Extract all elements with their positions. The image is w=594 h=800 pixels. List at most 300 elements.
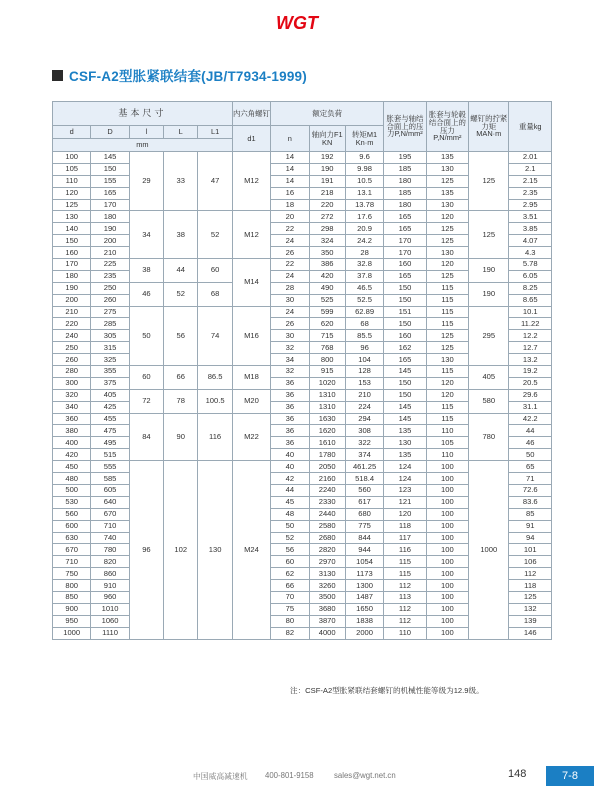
- cell-L: 52: [164, 282, 198, 306]
- cell-weight: 19.2: [509, 366, 552, 378]
- cell-weight: 85: [509, 508, 552, 520]
- cell-tightening-torque: 405: [469, 366, 509, 390]
- cell-d: 530: [53, 496, 91, 508]
- cell-weight: 31.1: [509, 401, 552, 413]
- cell-n: 36: [271, 389, 309, 401]
- cell-axial-force: 3870: [309, 615, 345, 627]
- cell-axial-force: 1630: [309, 413, 345, 425]
- cell-n: 36: [271, 377, 309, 389]
- cell-torque: 224: [345, 401, 383, 413]
- cell-pressure-shaft: 130: [384, 437, 426, 449]
- cell-d1: M22: [232, 413, 270, 461]
- footer: [0, 769, 594, 785]
- cell-n: 75: [271, 603, 309, 615]
- footnote: 注：CSF-A2型胀紧联结套螺钉的机械性能等级为12.9级。: [290, 686, 484, 695]
- cell-pressure-hub: 100: [426, 532, 468, 544]
- cell-torque: 32.8: [345, 259, 383, 271]
- cell-pressure-shaft: 180: [384, 199, 426, 211]
- cell-n: 14: [271, 163, 309, 175]
- cell-d: 360: [53, 413, 91, 425]
- cell-torque: 1487: [345, 591, 383, 603]
- cell-n: 80: [271, 615, 309, 627]
- cell-weight: 29.6: [509, 389, 552, 401]
- cell-torque: 13.78: [345, 199, 383, 211]
- cell-d: 670: [53, 544, 91, 556]
- cell-n: 22: [271, 259, 309, 271]
- cell-l: 50: [129, 306, 163, 365]
- header-L: L: [164, 126, 198, 139]
- cell-torque: 68: [345, 318, 383, 330]
- cell-D: 150: [91, 163, 129, 175]
- cell-d: 170: [53, 259, 91, 271]
- cell-weight: 3.51: [509, 211, 552, 223]
- cell-weight: 91: [509, 520, 552, 532]
- cell-L: 44: [164, 259, 198, 283]
- cell-pressure-hub: 120: [426, 259, 468, 271]
- cell-D: 585: [91, 473, 129, 485]
- cell-L1: 47: [198, 152, 232, 211]
- cell-D: 455: [91, 413, 129, 425]
- cell-D: 670: [91, 508, 129, 520]
- cell-axial-force: 800: [309, 354, 345, 366]
- cell-weight: 3.85: [509, 223, 552, 235]
- cell-L: 102: [164, 461, 198, 639]
- cell-weight: 146: [509, 627, 552, 639]
- cell-n: 70: [271, 591, 309, 603]
- cell-pressure-shaft: 113: [384, 591, 426, 603]
- cell-n: 30: [271, 294, 309, 306]
- cell-torque: 104: [345, 354, 383, 366]
- cell-axial-force: 3680: [309, 603, 345, 615]
- cell-weight: 132: [509, 603, 552, 615]
- cell-L: 66: [164, 366, 198, 390]
- cell-d1: M16: [232, 306, 270, 365]
- cell-tightening-torque: 295: [469, 306, 509, 365]
- cell-axial-force: 2970: [309, 556, 345, 568]
- cell-d: 190: [53, 282, 91, 294]
- cell-D: 260: [91, 294, 129, 306]
- cell-pressure-hub: 105: [426, 437, 468, 449]
- table-row: [53, 211, 552, 223]
- cell-d: 200: [53, 294, 91, 306]
- cell-axial-force: 3260: [309, 580, 345, 592]
- page-title: CSF-A2型胀紧联结套(JB/T7934-1999): [69, 69, 307, 84]
- cell-d: 710: [53, 556, 91, 568]
- cell-axial-force: 3500: [309, 591, 345, 603]
- cell-axial-force: 599: [309, 306, 345, 318]
- cell-D: 425: [91, 401, 129, 413]
- footer-email[interactable]: sales@wgt.net.cn: [334, 771, 396, 780]
- cell-n: 32: [271, 366, 309, 378]
- cell-torque: 617: [345, 496, 383, 508]
- cell-L1: 86.5: [198, 366, 232, 390]
- cell-axial-force: 4000: [309, 627, 345, 639]
- table-row: [53, 306, 552, 318]
- cell-axial-force: 1620: [309, 425, 345, 437]
- cell-torque: 46.5: [345, 282, 383, 294]
- cell-axial-force: 2440: [309, 508, 345, 520]
- cell-d: 400: [53, 437, 91, 449]
- header-mm: mm: [53, 139, 233, 152]
- header-basic-size: 基本尺寸: [53, 102, 233, 126]
- cell-D: 960: [91, 591, 129, 603]
- cell-pressure-hub: 130: [426, 247, 468, 259]
- cell-pressure-shaft: 112: [384, 615, 426, 627]
- cell-axial-force: 218: [309, 187, 345, 199]
- cell-n: 22: [271, 223, 309, 235]
- cell-D: 740: [91, 532, 129, 544]
- cell-d: 240: [53, 330, 91, 342]
- cell-l: 29: [129, 152, 163, 211]
- cell-torque: 153: [345, 377, 383, 389]
- cell-n: 14: [271, 175, 309, 187]
- cell-n: 62: [271, 568, 309, 580]
- cell-weight: 42.2: [509, 413, 552, 425]
- cell-d1: M18: [232, 366, 270, 390]
- cell-pressure-hub: 110: [426, 425, 468, 437]
- cell-pressure-hub: 100: [426, 580, 468, 592]
- cell-weight: 6.05: [509, 270, 552, 282]
- cell-pressure-shaft: 185: [384, 187, 426, 199]
- cell-pressure-shaft: 180: [384, 175, 426, 187]
- cell-pressure-hub: 100: [426, 615, 468, 627]
- cell-pressure-shaft: 160: [384, 330, 426, 342]
- cell-D: 605: [91, 484, 129, 496]
- cell-n: 26: [271, 247, 309, 259]
- cell-D: 375: [91, 377, 129, 389]
- cell-pressure-hub: 100: [426, 496, 468, 508]
- cell-weight: 71: [509, 473, 552, 485]
- title-marker: [52, 70, 63, 81]
- cell-tightening-torque: 125: [469, 152, 509, 211]
- cell-pressure-hub: 130: [426, 354, 468, 366]
- cell-n: 14: [271, 152, 309, 164]
- cell-pressure-shaft: 170: [384, 235, 426, 247]
- cell-D: 275: [91, 306, 129, 318]
- cell-torque: 294: [345, 413, 383, 425]
- cell-axial-force: 768: [309, 342, 345, 354]
- cell-d: 750: [53, 568, 91, 580]
- cell-D: 710: [91, 520, 129, 532]
- cell-axial-force: 915: [309, 366, 345, 378]
- cell-axial-force: 2680: [309, 532, 345, 544]
- cell-axial-force: 2580: [309, 520, 345, 532]
- cell-d: 220: [53, 318, 91, 330]
- cell-n: 34: [271, 354, 309, 366]
- spec-table: [52, 101, 552, 640]
- cell-n: 20: [271, 211, 309, 223]
- cell-L1: 52: [198, 211, 232, 259]
- table-row: [53, 413, 552, 425]
- cell-torque: 680: [345, 508, 383, 520]
- cell-n: 28: [271, 282, 309, 294]
- cell-axial-force: 490: [309, 282, 345, 294]
- cell-torque: 2000: [345, 627, 383, 639]
- page-number: 148: [508, 768, 527, 780]
- cell-torque: 518.4: [345, 473, 383, 485]
- cell-torque: 62.89: [345, 306, 383, 318]
- cell-pressure-hub: 115: [426, 366, 468, 378]
- header-weight: 重量kg: [509, 102, 552, 152]
- cell-n: 52: [271, 532, 309, 544]
- cell-axial-force: 525: [309, 294, 345, 306]
- cell-L1: 100.5: [198, 389, 232, 413]
- cell-D: 515: [91, 449, 129, 461]
- cell-d: 500: [53, 484, 91, 496]
- cell-n: 16: [271, 187, 309, 199]
- cell-torque: 28: [345, 247, 383, 259]
- cell-pressure-shaft: 165: [384, 354, 426, 366]
- cell-tightening-torque: 1000: [469, 461, 509, 639]
- cell-weight: 12.2: [509, 330, 552, 342]
- cell-weight: 8.65: [509, 294, 552, 306]
- cell-torque: 1173: [345, 568, 383, 580]
- footer-phone: 400-801-9158: [265, 771, 314, 780]
- cell-axial-force: 3130: [309, 568, 345, 580]
- cell-weight: 72.6: [509, 484, 552, 496]
- cell-pressure-shaft: 118: [384, 520, 426, 532]
- cell-L1: 68: [198, 282, 232, 306]
- cell-tightening-torque: 580: [469, 389, 509, 413]
- cell-d: 420: [53, 449, 91, 461]
- cell-D: 820: [91, 556, 129, 568]
- cell-pressure-hub: 115: [426, 294, 468, 306]
- cell-pressure-hub: 130: [426, 199, 468, 211]
- cell-d: 100: [53, 152, 91, 164]
- cell-n: 56: [271, 544, 309, 556]
- cell-weight: 13.2: [509, 354, 552, 366]
- cell-pressure-shaft: 195: [384, 152, 426, 164]
- cell-d: 110: [53, 175, 91, 187]
- cell-l: 96: [129, 461, 163, 639]
- cell-pressure-shaft: 117: [384, 532, 426, 544]
- cell-D: 1010: [91, 603, 129, 615]
- header-pressure-hub: 胀套与轮毂结合面上的压力P,N/mm²: [426, 102, 468, 152]
- cell-pressure-shaft: 150: [384, 377, 426, 389]
- cell-d: 600: [53, 520, 91, 532]
- cell-pressure-shaft: 150: [384, 294, 426, 306]
- cell-d1: M20: [232, 389, 270, 413]
- cell-axial-force: 192: [309, 152, 345, 164]
- cell-torque: 560: [345, 484, 383, 496]
- table-row: [53, 152, 552, 164]
- table-row: [53, 366, 552, 378]
- cell-d: 180: [53, 270, 91, 282]
- cell-torque: 52.5: [345, 294, 383, 306]
- cell-n: 82: [271, 627, 309, 639]
- cell-d: 140: [53, 223, 91, 235]
- cell-n: 26: [271, 318, 309, 330]
- cell-D: 780: [91, 544, 129, 556]
- cell-n: 48: [271, 508, 309, 520]
- cell-axial-force: 2160: [309, 473, 345, 485]
- cell-pressure-shaft: 170: [384, 247, 426, 259]
- cell-D: 170: [91, 199, 129, 211]
- cell-pressure-hub: 135: [426, 152, 468, 164]
- cell-torque: 374: [345, 449, 383, 461]
- cell-d: 260: [53, 354, 91, 366]
- cell-pressure-shaft: 112: [384, 580, 426, 592]
- cell-l: 84: [129, 413, 163, 461]
- cell-n: 42: [271, 473, 309, 485]
- cell-D: 325: [91, 354, 129, 366]
- cell-n: 60: [271, 556, 309, 568]
- cell-pressure-shaft: 145: [384, 366, 426, 378]
- cell-weight: 8.25: [509, 282, 552, 294]
- cell-d: 120: [53, 187, 91, 199]
- cell-D: 640: [91, 496, 129, 508]
- cell-pressure-hub: 100: [426, 568, 468, 580]
- cell-pressure-hub: 125: [426, 175, 468, 187]
- cell-d: 900: [53, 603, 91, 615]
- cell-n: 36: [271, 425, 309, 437]
- cell-D: 355: [91, 366, 129, 378]
- cell-pressure-hub: 120: [426, 377, 468, 389]
- cell-D: 475: [91, 425, 129, 437]
- cell-D: 155: [91, 175, 129, 187]
- cell-pressure-hub: 115: [426, 318, 468, 330]
- cell-weight: 12.7: [509, 342, 552, 354]
- cell-n: 45: [271, 496, 309, 508]
- cell-d: 950: [53, 615, 91, 627]
- cell-torque: 775: [345, 520, 383, 532]
- cell-torque: 944: [345, 544, 383, 556]
- cell-pressure-hub: 100: [426, 473, 468, 485]
- footer-company: 中国威高减速机: [193, 772, 248, 781]
- cell-pressure-shaft: 112: [384, 603, 426, 615]
- cell-pressure-shaft: 145: [384, 401, 426, 413]
- cell-n: 40: [271, 461, 309, 473]
- cell-torque: 9.98: [345, 163, 383, 175]
- cell-pressure-hub: 100: [426, 544, 468, 556]
- cell-L: 90: [164, 413, 198, 461]
- cell-pressure-shaft: 121: [384, 496, 426, 508]
- cell-pressure-hub: 125: [426, 223, 468, 235]
- cell-D: 1060: [91, 615, 129, 627]
- cell-axial-force: 1310: [309, 401, 345, 413]
- cell-pressure-shaft: 116: [384, 544, 426, 556]
- cell-weight: 44: [509, 425, 552, 437]
- cell-pressure-hub: 115: [426, 413, 468, 425]
- cell-n: 30: [271, 330, 309, 342]
- cell-D: 305: [91, 330, 129, 342]
- cell-torque: 1838: [345, 615, 383, 627]
- cell-l: 60: [129, 366, 163, 390]
- cell-weight: 46: [509, 437, 552, 449]
- cell-d: 210: [53, 306, 91, 318]
- cell-weight: 5.78: [509, 259, 552, 271]
- spec-table-body: [53, 152, 552, 640]
- cell-pressure-shaft: 165: [384, 223, 426, 235]
- cell-pressure-hub: 100: [426, 461, 468, 473]
- cell-d: 480: [53, 473, 91, 485]
- cell-weight: 118: [509, 580, 552, 592]
- cell-axial-force: 2330: [309, 496, 345, 508]
- cell-torque: 322: [345, 437, 383, 449]
- cell-D: 235: [91, 270, 129, 282]
- cell-D: 180: [91, 211, 129, 223]
- cell-axial-force: 298: [309, 223, 345, 235]
- cell-torque: 17.6: [345, 211, 383, 223]
- cell-d: 125: [53, 199, 91, 211]
- cell-weight: 83.6: [509, 496, 552, 508]
- cell-d1: M24: [232, 461, 270, 639]
- header-tightening-torque: 螺钉的拧紧力矩MAN·m: [469, 102, 509, 152]
- cell-tightening-torque: 780: [469, 413, 509, 461]
- cell-pressure-hub: 120: [426, 211, 468, 223]
- cell-axial-force: 190: [309, 163, 345, 175]
- cell-pressure-hub: 100: [426, 627, 468, 639]
- cell-weight: 139: [509, 615, 552, 627]
- cell-torque: 128: [345, 366, 383, 378]
- cell-d: 450: [53, 461, 91, 473]
- cell-L: 38: [164, 211, 198, 259]
- table-row: [53, 282, 552, 294]
- cell-L1: 116: [198, 413, 232, 461]
- cell-torque: 10.5: [345, 175, 383, 187]
- cell-n: 24: [271, 306, 309, 318]
- cell-d: 320: [53, 389, 91, 401]
- cell-axial-force: 2240: [309, 484, 345, 496]
- cell-pressure-hub: 125: [426, 270, 468, 282]
- cell-D: 190: [91, 223, 129, 235]
- cell-torque: 210: [345, 389, 383, 401]
- cell-pressure-hub: 110: [426, 449, 468, 461]
- cell-tightening-torque: 190: [469, 259, 509, 283]
- cell-pressure-hub: 125: [426, 342, 468, 354]
- cell-axial-force: 191: [309, 175, 345, 187]
- cell-pressure-hub: 115: [426, 306, 468, 318]
- cell-torque: 308: [345, 425, 383, 437]
- cell-n: 66: [271, 580, 309, 592]
- cell-l: 72: [129, 389, 163, 413]
- cell-n: 40: [271, 449, 309, 461]
- cell-torque: 37.8: [345, 270, 383, 282]
- cell-l: 46: [129, 282, 163, 306]
- section-title: [52, 65, 307, 85]
- cell-torque: 1650: [345, 603, 383, 615]
- header-axial-force: 轴向力F1 KN: [309, 126, 345, 152]
- cell-axial-force: 715: [309, 330, 345, 342]
- cell-L1: 74: [198, 306, 232, 365]
- cell-pressure-hub: 100: [426, 508, 468, 520]
- cell-pressure-shaft: 165: [384, 211, 426, 223]
- cell-tightening-torque: 190: [469, 282, 509, 306]
- cell-L: 78: [164, 389, 198, 413]
- cell-d1: M12: [232, 211, 270, 259]
- cell-D: 315: [91, 342, 129, 354]
- cell-torque: 1300: [345, 580, 383, 592]
- cell-d: 800: [53, 580, 91, 592]
- cell-D: 225: [91, 259, 129, 271]
- cell-d: 160: [53, 247, 91, 259]
- cell-D: 860: [91, 568, 129, 580]
- cell-pressure-shaft: 120: [384, 508, 426, 520]
- cell-pressure-shaft: 162: [384, 342, 426, 354]
- cell-axial-force: 2050: [309, 461, 345, 473]
- cell-weight: 4.07: [509, 235, 552, 247]
- cell-l: 34: [129, 211, 163, 259]
- cell-n: 50: [271, 520, 309, 532]
- cell-pressure-shaft: 124: [384, 473, 426, 485]
- cell-weight: 20.5: [509, 377, 552, 389]
- cell-d1: M12: [232, 152, 270, 211]
- cell-d: 280: [53, 366, 91, 378]
- cell-pressure-shaft: 124: [384, 461, 426, 473]
- cell-axial-force: 2820: [309, 544, 345, 556]
- cell-weight: 125: [509, 591, 552, 603]
- cell-n: 36: [271, 413, 309, 425]
